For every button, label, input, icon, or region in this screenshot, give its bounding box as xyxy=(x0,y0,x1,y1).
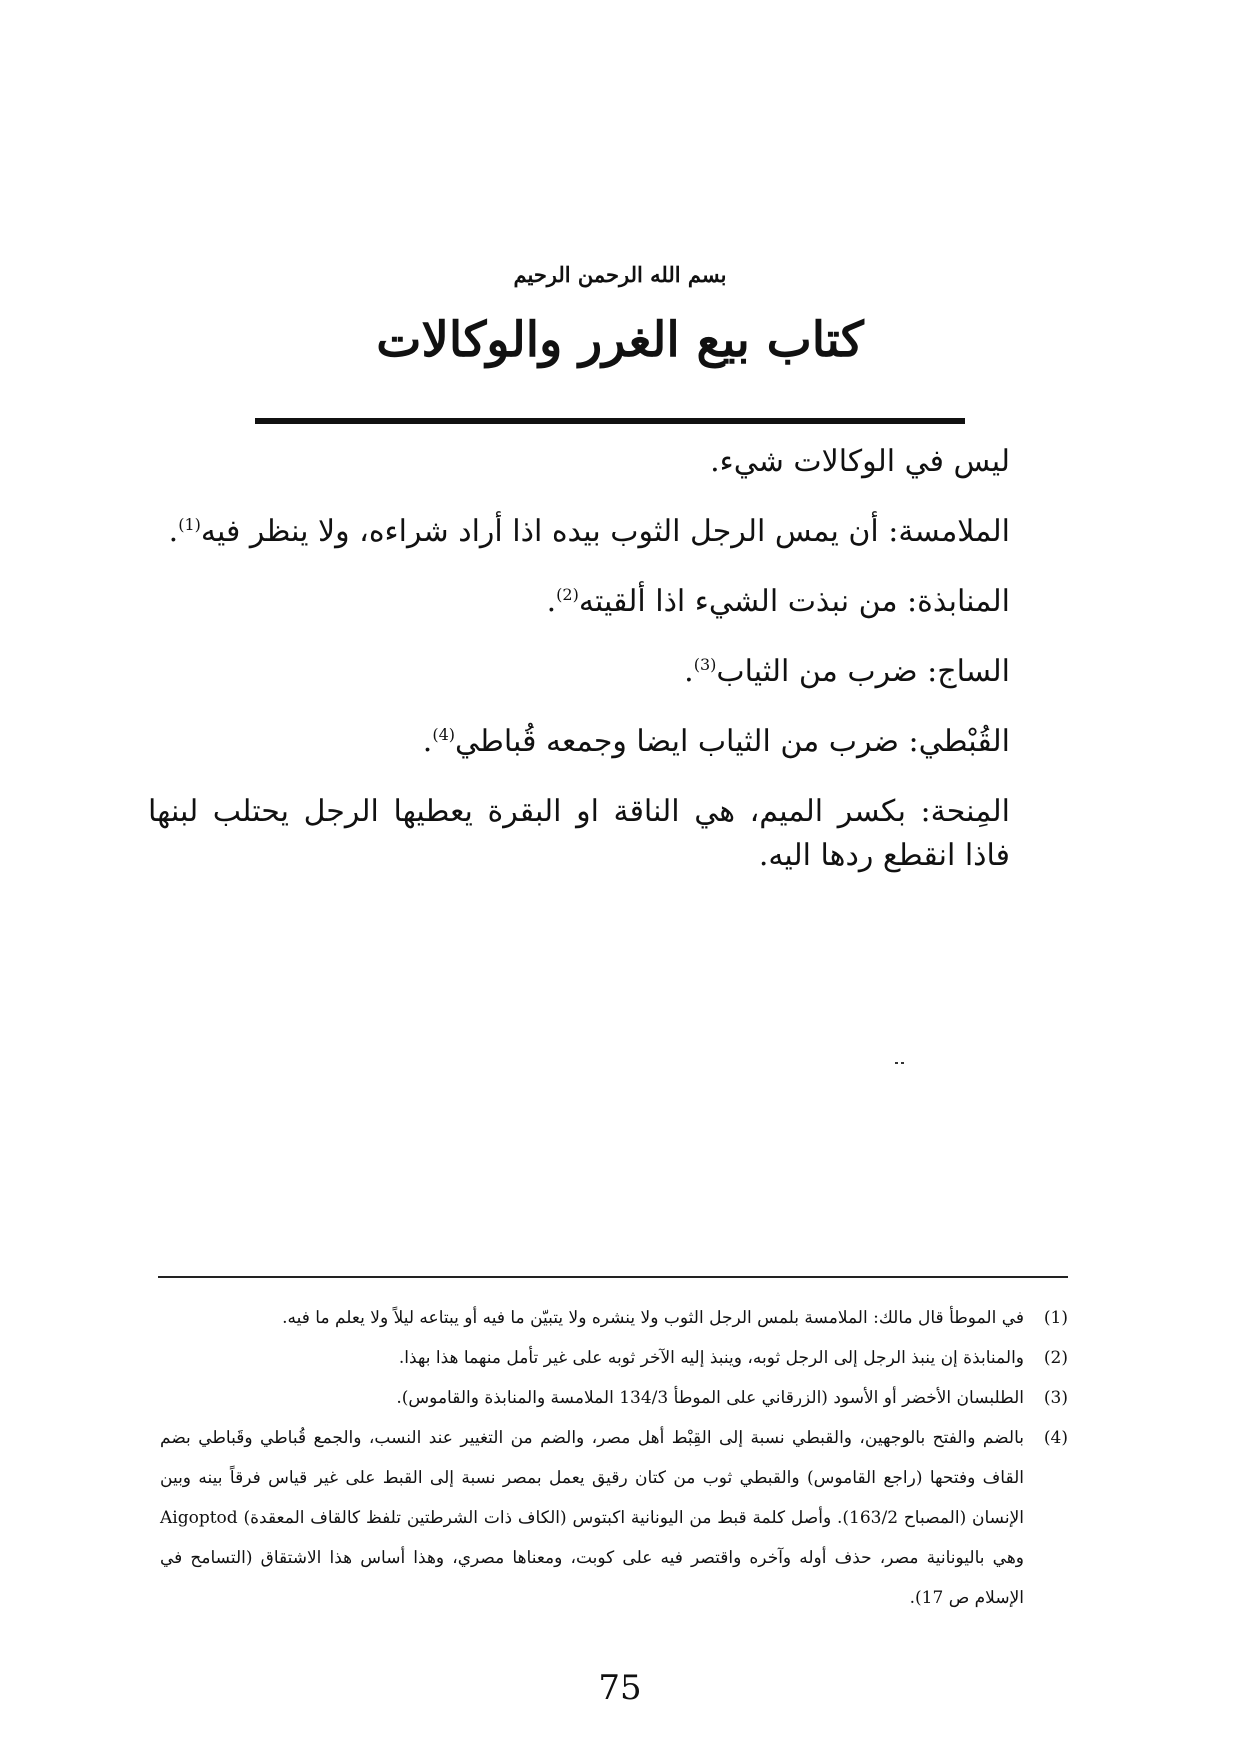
footnote-reference: (4) xyxy=(432,725,456,744)
entry-text: الملامسة: أن يمس الرجل الثوب بيده اذا أراد شراءه، ولا ينظر فيه xyxy=(200,514,1010,549)
footnote xyxy=(160,1298,1068,1338)
footnote-number: (1) xyxy=(1043,1308,1068,1328)
glossary-entries xyxy=(148,440,1010,904)
entry-text: الساج: ضرب من الثياب xyxy=(716,654,1010,689)
footnote-reference: (3) xyxy=(693,655,717,674)
basmala-heading: بسم الله الرحمن الرحيم xyxy=(513,262,727,287)
glossary-entry xyxy=(148,790,1010,878)
footnote-text: الطلبسان الأخضر أو الأسود (الزرقاني على الموطأ 134/3 الملامسة والمنابذة والقاموس). xyxy=(396,1388,1024,1408)
footnote-number: (2) xyxy=(1043,1348,1068,1368)
footnote-text: بالضم والفتح بالوجهين، والقبطي نسبة إلى القِبْط أهل مصر، والضم من التغيير عند النسب، والجمع قُباطي وقَباطي بضم القاف وفتحها (راجع القاموس) والقبطي ثوب من كتان رقيق يعمل بمصر نسبة إلى القبط على غير قياس فرقاً بينه وبين الإنسان (المصباح 163/2). وأصل كلمة قبط من اليونانية اكبتوس (الكاف ذات الشرطتين تلفظ كالقاف المعقدة) Aigoptod وهي باليونانية مصر، حذف أوله وآخره واقتصر فيه على كوبت، ومعناها مصري، وهذا أساس هذا الاشتقاق (التسامح في الإسلام ص 17). xyxy=(160,1428,1024,1608)
footnote-number: (3) xyxy=(1043,1388,1068,1408)
entry-text: القُبْطي: ضرب من الثياب ايضا وجمعه قُباطي xyxy=(455,724,1010,759)
scan-speck xyxy=(895,1060,909,1066)
glossary-entry xyxy=(148,440,1010,484)
footnote xyxy=(160,1418,1068,1618)
entry-text: ليس في الوكالات شيء. xyxy=(710,444,1010,479)
footnote xyxy=(160,1378,1068,1418)
glossary-entry: القُبْطي: ضرب من الثياب ايضا وجمعه قُباطي$^{(4)}$. xyxy=(422,724,1010,759)
page-title: كتاب بيع الغرر والوكالات xyxy=(376,312,864,368)
footnote xyxy=(160,1338,1068,1378)
glossary-entry: الساج: ضرب من الثياب$^{(3)}$. xyxy=(684,654,1010,689)
footnotes xyxy=(160,1298,1068,1618)
glossary-entry: الملامسة: أن يمس الرجل الثوب بيده اذا أراد شراءه، ولا ينظر فيه$^{(1)}$. xyxy=(168,514,1010,549)
title-divider xyxy=(255,418,965,424)
page-number: 75 xyxy=(598,1668,642,1708)
footnote-text: والمنابذة إن ينبذ الرجل إلى الرجل ثوبه، وينبذ إليه الآخر ثوبه على غير تأمل منهما هذا بهذا. xyxy=(398,1348,1024,1368)
entry-text: المنابذة: من نبذت الشيء اذا ألقيته xyxy=(578,584,1010,619)
glossary-entry: المنابذة: من نبذت الشيء اذا ألقيته$^{(2)}$. xyxy=(546,584,1010,619)
footnote-divider xyxy=(158,1276,1068,1278)
entry-text: المِنحة: بكسر الميم، هي الناقة او البقرة يعطيها الرجل يحتلب لبنها فاذا انقطع ردها اليه. xyxy=(148,794,1010,873)
footnote-number: (4) xyxy=(1043,1428,1068,1448)
footnote-reference: (1) xyxy=(178,515,201,534)
footnote-reference: (2) xyxy=(556,585,579,604)
footnote-text: في الموطأ قال مالك: الملامسة بلمس الرجل الثوب ولا ينشره ولا يتبيّن ما فيه أو يبتاعه ليلاً ولا يعلم ما فيه. xyxy=(282,1308,1024,1328)
